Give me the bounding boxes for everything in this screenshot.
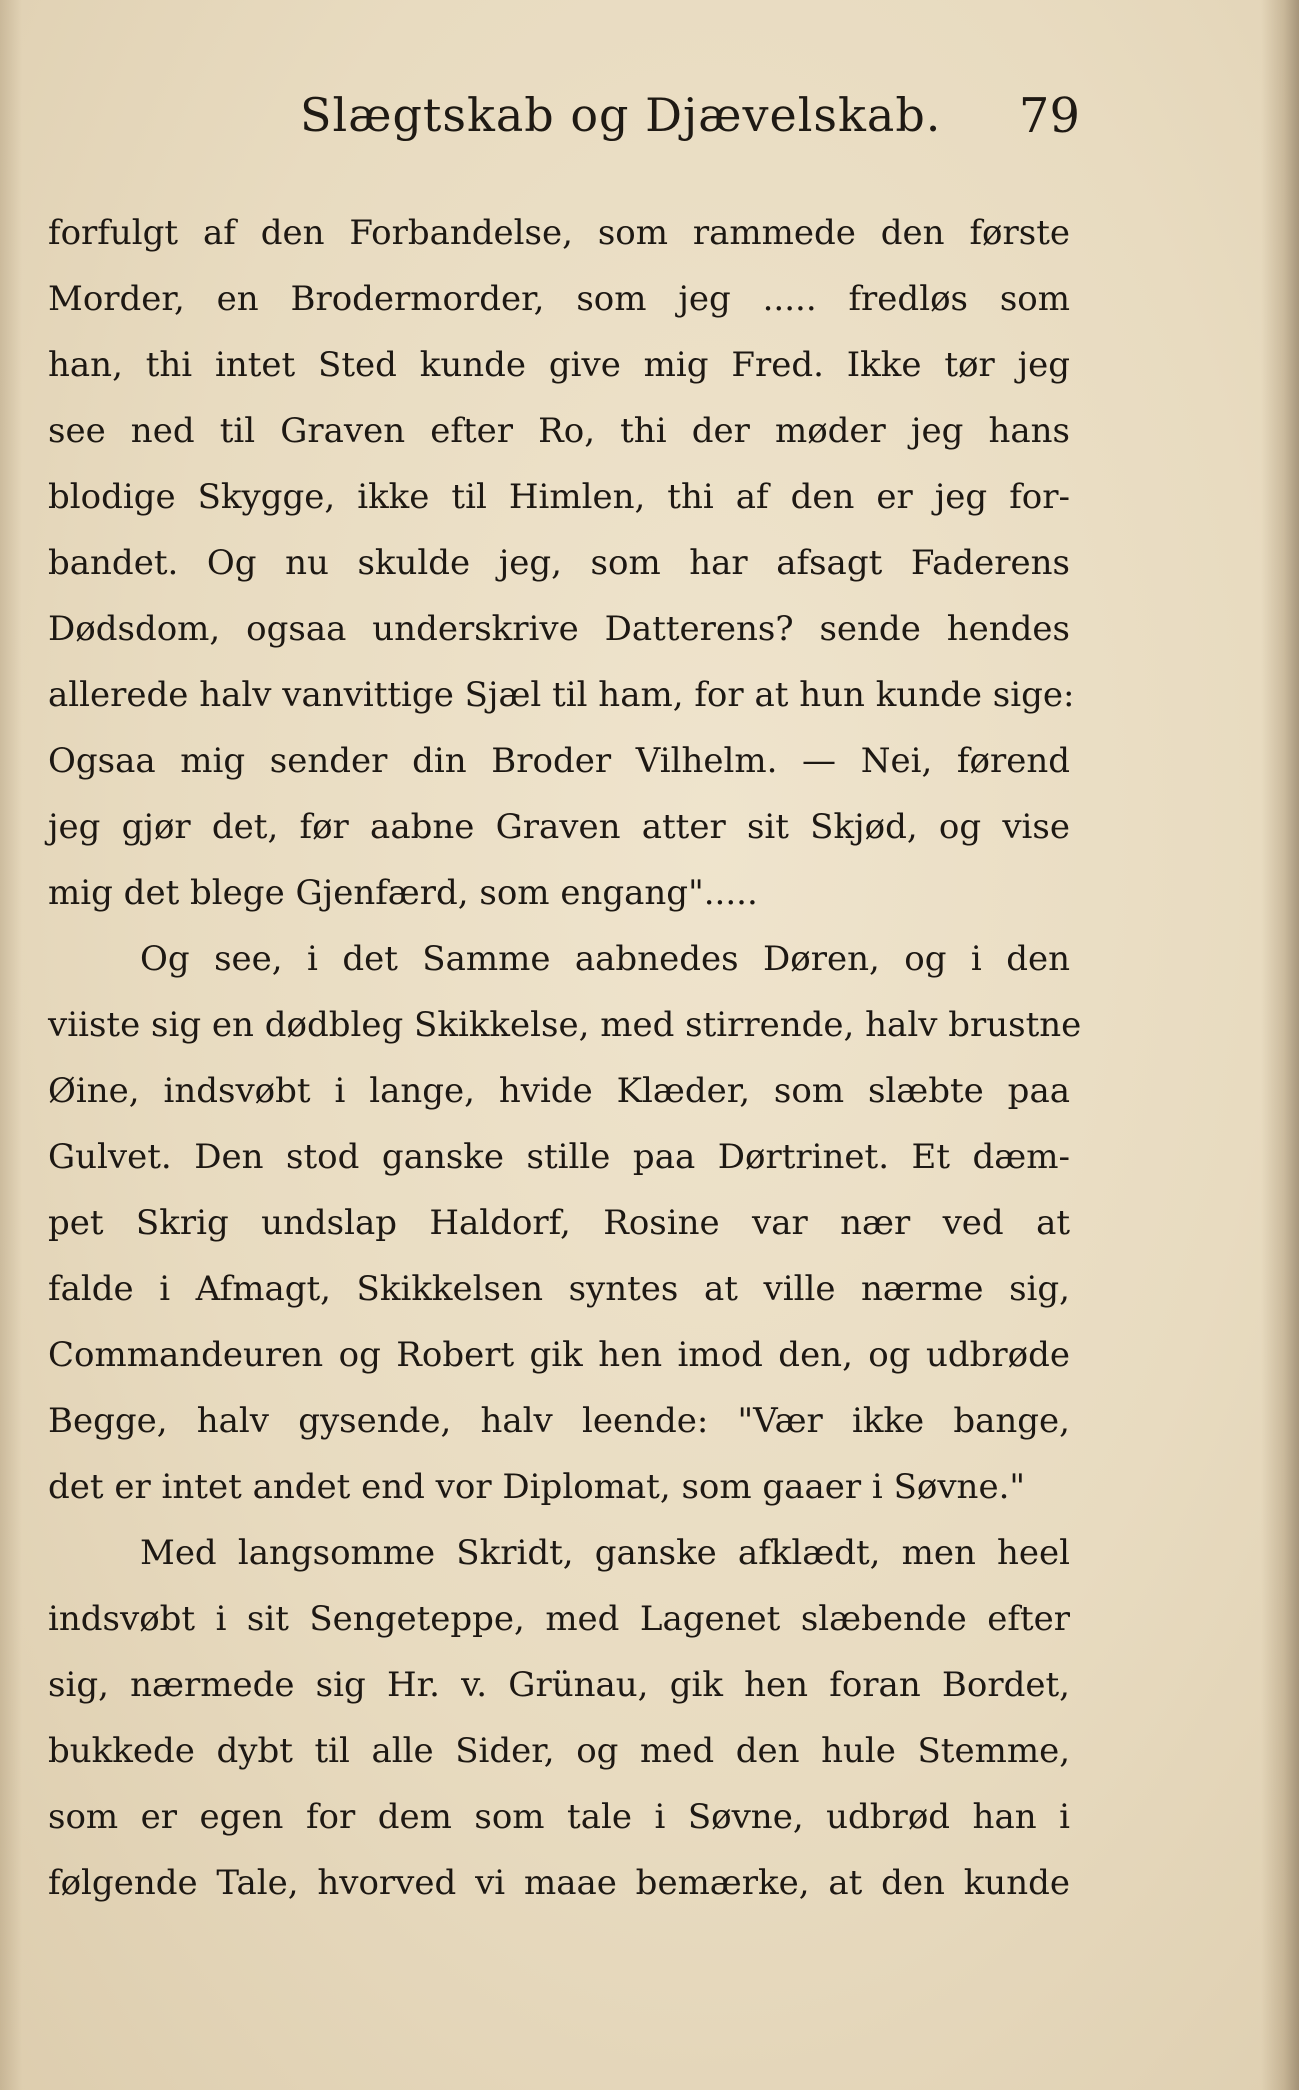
text-line: see ned til Graven efter Ro, thi der møder jeg hans xyxy=(48,411,1070,451)
page-number: 79 xyxy=(1018,88,1080,144)
page-edge-shadow xyxy=(1261,0,1299,2090)
text-line: pet Skrig undslap Haldorf, Rosine var nær ved at xyxy=(48,1203,1070,1243)
text-line: viiste sig en dødbleg Skikkelse, med stirrende, halv brustne xyxy=(48,1005,1082,1045)
text-line: jeg gjør det, før aabne Graven atter sit Skjød, og vise xyxy=(48,807,1070,847)
text-line: Begge, halv gysende, halv leende: "Vær ikke bange, xyxy=(48,1401,1070,1441)
text-line: Dødsdom, ogsaa underskrive Datterens? sende hendes xyxy=(48,609,1070,649)
text-line: Commandeuren og Robert gik hen imod den, og udbrøde xyxy=(48,1335,1070,1375)
running-title: Slægtskab og Djævelskab. xyxy=(300,88,942,142)
text-line: bukkede dybt til alle Sider, og med den hule Stemme, xyxy=(48,1731,1070,1771)
text-line: Gulvet. Den stod ganske stille paa Dørtrinet. Et dæm- xyxy=(48,1137,1070,1177)
text-line: sig, nærmede sig Hr. v. Grünau, gik hen foran Bordet, xyxy=(48,1665,1070,1705)
text-line: forfulgt af den Forbandelse, som rammede den første xyxy=(48,213,1070,253)
text-line: Ogsaa mig sender din Broder Vilhelm. — Nei, førend xyxy=(48,741,1070,781)
text-line: Morder, en Brodermorder, som jeg ..... fredløs som xyxy=(48,279,1070,319)
paragraph-start-line: Med langsomme Skridt, ganske afklædt, men heel xyxy=(140,1533,1070,1573)
body-text xyxy=(48,200,1082,1916)
text-line: bandet. Og nu skulde jeg, som har afsagt Faderens xyxy=(48,543,1070,583)
text-line: som er egen for dem som tale i Søvne, udbrød han i xyxy=(48,1797,1070,1837)
text-line: følgende Tale, hvorved vi maae bemærke, at den kunde xyxy=(48,1863,1070,1903)
text-line: Øine, indsvøbt i lange, hvide Klæder, som slæbte paa xyxy=(48,1071,1070,1111)
paragraph-start-line: Og see, i det Samme aabnedes Døren, og i den xyxy=(140,939,1070,979)
text-line: blodige Skygge, ikke til Himlen, thi af den er jeg for- xyxy=(48,477,1070,517)
text-line: allerede halv vanvittige Sjæl til ham, for at hun kunde sige: xyxy=(48,675,1075,715)
text-line: indsvøbt i sit Sengeteppe, med Lagenet slæbende efter xyxy=(48,1599,1070,1639)
text-line: falde i Afmagt, Skikkelsen syntes at ville nærme sig, xyxy=(48,1269,1070,1309)
paragraph-end-line: det er intet andet end vor Diplomat, som gaaer i Søvne." xyxy=(48,1467,1026,1507)
running-header xyxy=(300,88,1080,148)
page-gutter-shadow xyxy=(0,0,22,2090)
paragraph-end-line: mig det blege Gjenfærd, som engang"..... xyxy=(48,873,758,913)
text-line: han, thi intet Sted kunde give mig Fred. Ikke tør jeg xyxy=(48,345,1070,385)
